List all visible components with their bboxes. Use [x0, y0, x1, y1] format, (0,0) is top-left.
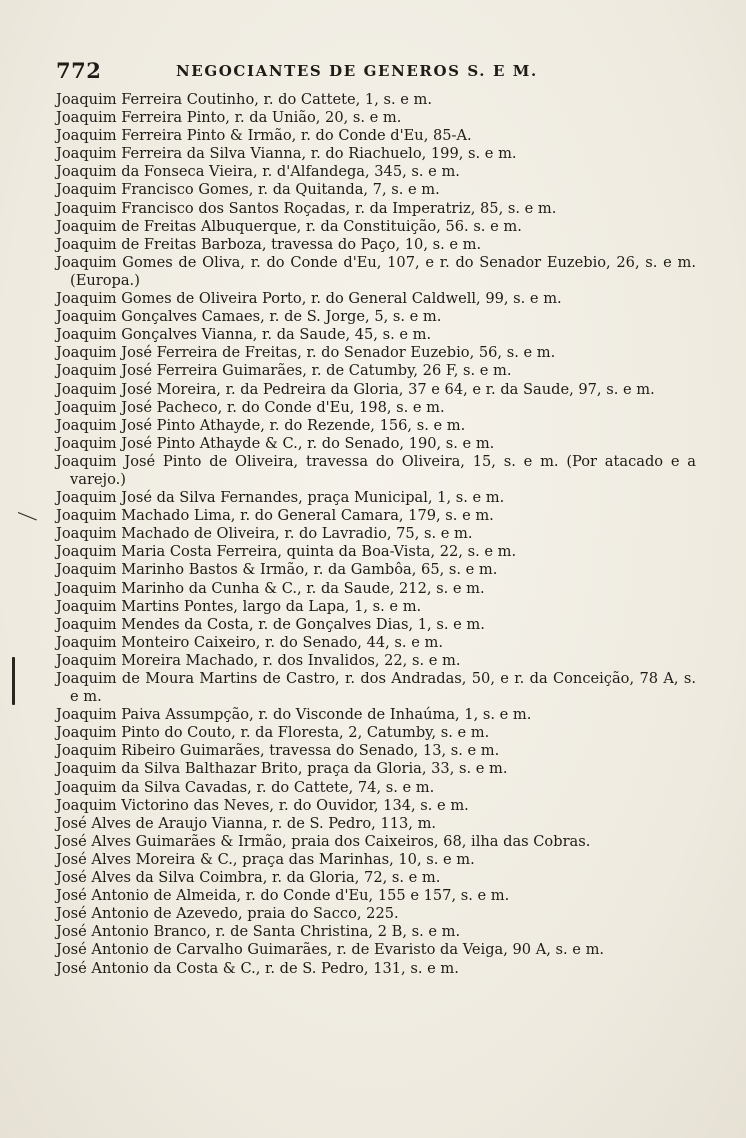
- merchant-entry: Joaquim da Fonseca Vieira, r. d'Alfandega, 345, s. e m.: [56, 163, 460, 181]
- merchant-entry: Joaquim José Moreira, r. da Pedreira da Gloria, 37 e 64, e r. da Saude, 97, s. e m.: [56, 380, 655, 398]
- merchant-entry: Joaquim Maria Costa Ferreira, quinta da Boa-Vista, 22, s. e m.: [56, 543, 517, 561]
- merchant-entry: Joaquim José Pinto de Oliveira, travessa do Oliveira, 15, s. e m. (Por atacado e a varejo.): [56, 452, 696, 488]
- merchant-entry: Joaquim José Pinto Athayde, r. do Rezende, 156, s. e m.: [56, 416, 466, 434]
- merchant-entry: Joaquim de Freitas Albuquerque, r. da Constituição, 56. s. e m.: [56, 217, 522, 235]
- merchant-entry: Joaquim Ferreira Pinto & Irmão, r. do Conde d'Eu, 85-A.: [56, 127, 472, 145]
- merchant-entry: Joaquim Ribeiro Guimarães, travessa do Senado, 13, s. e m.: [56, 742, 500, 760]
- merchant-entry: Joaquim Ferreira da Silva Vianna, r. do Riachuelo, 199, s. e m.: [56, 145, 517, 163]
- merchant-entry: José Alves Moreira & C., praça das Marinhas, 10, s. e m.: [56, 850, 475, 868]
- merchant-entry: José Alves Guimarães & Irmão, praia dos Caixeiros, 68, ilha das Cobras.: [56, 832, 591, 850]
- merchant-entry: Joaquim José Ferreira de Freitas, r. do Senador Euzebio, 56, s. e m.: [56, 344, 556, 362]
- running-title: NEGOCIANTES DE GENEROS S. E M.: [176, 62, 538, 80]
- merchant-entry: Joaquim Machado de Oliveira, r. do Lavradio, 75, s. e m.: [56, 525, 473, 543]
- merchant-entry: Joaquim Monteiro Caixeiro, r. do Senado, 44, s. e m.: [56, 633, 443, 651]
- merchant-entry: José Antonio de Azevedo, praia do Sacco, 225.: [56, 905, 399, 923]
- merchant-entry: Joaquim Ferreira Pinto, r. da União, 20, s. e m.: [56, 109, 402, 127]
- merchant-entry: Joaquim Victorino das Neves, r. do Ouvidor, 134, s. e m.: [56, 796, 469, 814]
- merchant-entry: Joaquim Gonçalves Camaes, r. de S. Jorge, 5, s. e m.: [56, 308, 442, 326]
- merchant-entry: Joaquim Gonçalves Vianna, r. da Saude, 45, s. e m.: [56, 326, 432, 344]
- margin-bar-mark: [12, 657, 15, 705]
- page-header: [56, 58, 696, 84]
- merchant-entry: José Alves de Araujo Vianna, r. de S. Pedro, 113, m.: [56, 814, 437, 832]
- merchant-entry: José Antonio de Almeida, r. do Conde d'Eu, 155 e 157, s. e m.: [56, 887, 510, 905]
- merchant-entry: Joaquim da Silva Balthazar Brito, praça da Gloria, 33, s. e m.: [56, 760, 508, 778]
- merchant-entry: Joaquim Ferreira Coutinho, r. do Cattete, 1, s. e m.: [56, 91, 433, 108]
- page-number: 772: [56, 58, 102, 83]
- merchant-list: [56, 91, 696, 978]
- merchant-entry: Joaquim Moreira Machado, r. dos Invalidos, 22, s. e m.: [56, 651, 461, 669]
- merchant-entry: Joaquim Gomes de Oliveira Porto, r. do General Caldwell, 99, s. e m.: [56, 290, 562, 308]
- merchant-entry: Joaquim de Freitas Barboza, travessa do Paço, 10, s. e m.: [56, 235, 482, 253]
- merchant-entry: Joaquim José da Silva Fernandes, praça Municipal, 1, s. e m.: [56, 489, 505, 507]
- merchant-entry: Joaquim Mendes da Costa, r. de Gonçalves Dias, 1, s. e m.: [56, 615, 485, 633]
- merchant-entry: Joaquim Pinto do Couto, r. da Floresta, 2, Catumby, s. e m.: [56, 724, 490, 742]
- merchant-entry: Joaquim José Pinto Athayde & C., r. do Senado, 190, s. e m.: [56, 434, 495, 452]
- merchant-entry: Joaquim Francisco Gomes, r. da Quitanda, 7, s. e m.: [56, 181, 440, 199]
- merchant-entry: Joaquim José Ferreira Guimarães, r. de Catumby, 26 F, s. e m.: [56, 362, 512, 380]
- merchant-entry: José Antonio de Carvalho Guimarães, r. de Evaristo da Veiga, 90 A, s. e m.: [56, 941, 605, 959]
- merchant-entry: Joaquim Machado Lima, r. do General Camara, 179, s. e m.: [56, 507, 494, 525]
- merchant-entry: Joaquim Martins Pontes, largo da Lapa, 1, s. e m.: [56, 597, 422, 615]
- merchant-entry: Joaquim Francisco dos Santos Roçadas, r. da Imperatriz, 85, s. e m.: [56, 199, 557, 217]
- merchant-entry: José Alves da Silva Coimbra, r. da Gloria, 72, s. e m.: [56, 869, 441, 887]
- merchant-entry: Joaquim Marinho Bastos & Irmão, r. da Gambôa, 65, s. e m.: [56, 561, 498, 579]
- merchant-entry: Joaquim José Pacheco, r. do Conde d'Eu, 198, s. e m.: [56, 398, 445, 416]
- merchant-entry: José Antonio Branco, r. de Santa Christina, 2 B, s. e m.: [56, 923, 461, 941]
- merchant-entry: Joaquim Gomes de Oliva, r. do Conde d'Eu, 107, e r. do Senador Euzebio, 26, s. e m. (Europa.): [56, 253, 696, 289]
- merchant-entry: Joaquim de Moura Martins de Castro, r. dos Andradas, 50, e r. da Conceição, 78 A, s. e m.: [56, 670, 696, 706]
- margin-dash-mark: [18, 512, 37, 521]
- merchant-entry: Joaquim Marinho da Cunha & C., r. da Saude, 212, s. e m.: [56, 579, 485, 597]
- merchant-entry: Joaquim Paiva Assumpção, r. do Visconde de Inhaúma, 1, s. e m.: [56, 706, 532, 724]
- merchant-entry: José Antonio da Costa & C., r. de S. Pedro, 131, s. e m.: [56, 959, 459, 977]
- merchant-entry: Joaquim da Silva Cavadas, r. do Cattete, 74, s. e m.: [56, 778, 435, 796]
